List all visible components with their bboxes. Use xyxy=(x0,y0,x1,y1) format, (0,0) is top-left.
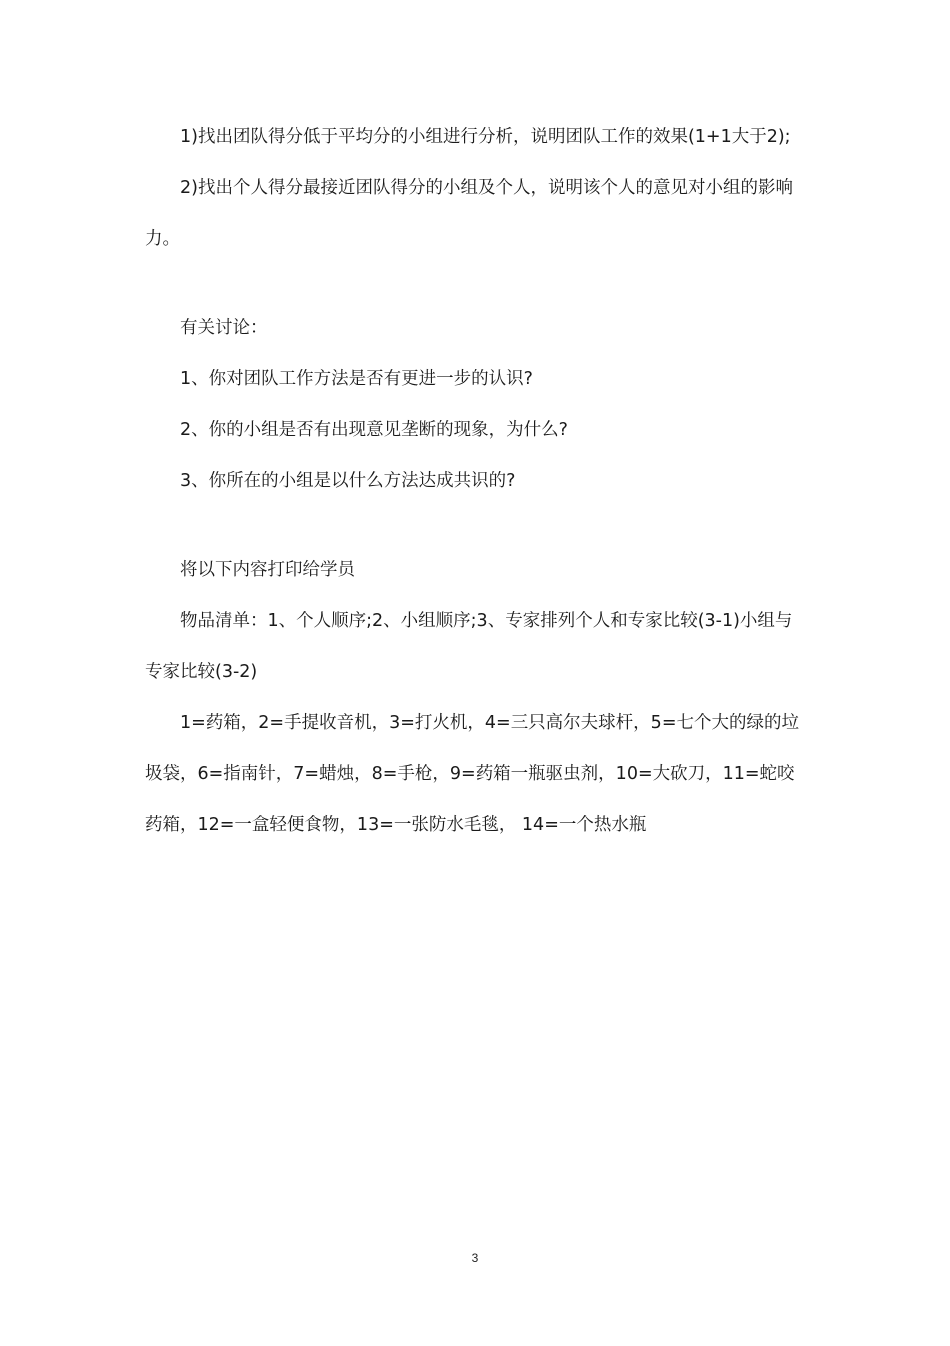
page-number: 3 xyxy=(471,1251,479,1265)
discussion-question-2: 2、你的小组是否有出现意见垄断的现象，为什么? xyxy=(180,420,568,440)
discussion-question-3: 3、你所在的小组是以什么方法达成共识的? xyxy=(180,471,516,491)
analysis-point-1: 1)找出团队得分低于平均分的小组进行分析，说明团队工作的效果(1+1大于2); xyxy=(180,127,791,147)
section-gap xyxy=(145,265,805,303)
discussion-question-1: 1、你对团队工作方法是否有更进一步的认识? xyxy=(180,369,533,389)
discussion-heading: 有关讨论： xyxy=(180,318,268,338)
section-gap xyxy=(145,507,805,545)
page-body xyxy=(145,112,805,851)
handout-list-line: 物品清单：1、个人顺序;2、小组顺序;3、专家排列个人和专家比较(3-1)小组与专家比较(3-2) xyxy=(145,611,793,682)
analysis-point-2: 2)找出个人得分最接近团队得分的小组及个人，说明该个人的意见对小组的影响力。 xyxy=(145,178,793,249)
handout-intro: 将以下内容打印给学员 xyxy=(180,560,355,580)
handout-items-line: 1=药箱，2=手提收音机，3=打火机，4=三只高尔夫球杆，5=七个大的绿的垃圾袋，6=指南针，7=蜡烛，8=手枪，9=药箱一瓶驱虫剂，10=大砍刀，11=蛇咬药箱，12=一盒轻便食物，13=一张防水毛毯， 14=一个热水瓶 xyxy=(145,713,799,835)
